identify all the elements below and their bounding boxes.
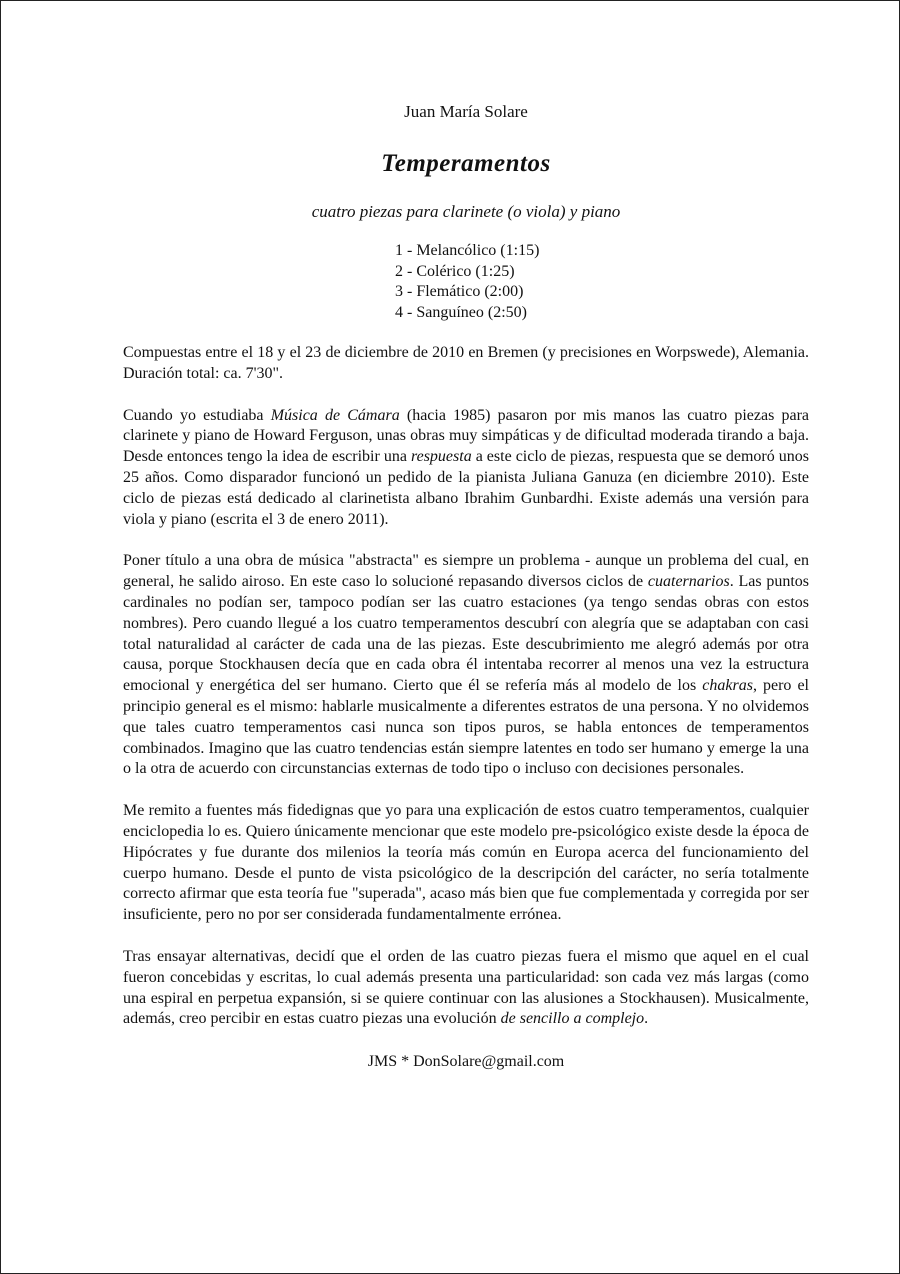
piece-title: Temperamentos bbox=[381, 150, 551, 177]
paragraph-italic-text: chakras bbox=[702, 677, 753, 695]
paragraph-italic-text: respuesta bbox=[410, 448, 472, 466]
paragraph-text: . bbox=[644, 1010, 649, 1028]
paragraph-italic-text: cuaternarios bbox=[647, 573, 730, 591]
paragraph-temperaments-model: Me remito a fuentes más fidedignas que yo para una explicación de estos cuatro temperamentos, cualquier enciclopedia lo es. Quiero únicamente mencionar que este modelo pre-psicológico existe desde la época de Hipócrates y fue durante dos milenios la teoría más común en Europa acerca del funcionamiento del cuerpo humano. Desde el punto de vista psicológico de la descripción del carácter, no sería totalmente correcto afirmar que esta teoría fue "superada", acaso más bien que fue complementada y corregida por ser insuficiente, pero no por ser considerada fundamentalmente errónea. bbox=[123, 802, 809, 924]
piece-subtitle: cuatro piezas para clarinete (o viola) y piano bbox=[311, 202, 621, 221]
paragraph-italic-text: Música de Cámara bbox=[270, 406, 400, 424]
paragraph-text: Tras ensayar alternativas, decidí que el orden de las cuatro piezas fuera el mismo que aquel en el cual fueron concebidas y escritas, lo cual además presenta una particularidad: son cada vez más largas (como una espiral en perpetua expansión, si se quiere continuar con las alusiones a Stockhausen). Musicalmente, además, creo percibir en estas cuatro piezas una evolución bbox=[123, 947, 809, 1028]
paragraph-title-choice bbox=[123, 551, 809, 780]
movement-item: 1 - Melancólico (1:15) bbox=[395, 242, 540, 259]
movement-list bbox=[395, 241, 809, 323]
paragraph-italic-text: de sencillo a complejo bbox=[500, 1010, 645, 1028]
paragraph-text: a este ciclo de piezas, respuesta que se demoró unos 25 años. Como disparador funcionó un pedido de la pianista Juliana Ganuza (en diciembre 2010). Este ciclo de piezas está dedicado al clarinetista albano Ibrahim Gunbardhi. Existe además una versión para viola y piano (escrita el 3 de enero 2011). bbox=[123, 448, 809, 528]
paragraph-piece-order bbox=[123, 947, 809, 1030]
paragraph-text: Cuando yo estudiaba bbox=[123, 406, 271, 424]
paragraph-text: . Las puntos cardinales no podían ser, tampoco podían ser las cuatro estaciones (ya tengo sendas obras con estos nombres). Pero cuando llegué a los cuatro temperamentos descubrí con alegría que se adaptaban con casi total naturalidad al carácter de cada una de las piezas. Este descubrimiento me alegró además por otra causa, porque Stockhausen decía que en cada obra él intentaba recorrer al menos una vez la estructura emocional y energética del ser humano. Cierto que él se refería más al modelo de los bbox=[123, 573, 809, 695]
movement-item: 2 - Colérico (1:25) bbox=[395, 262, 515, 280]
movement-item: 4 - Sanguíneo (2:50) bbox=[395, 303, 527, 321]
author-name: Juan María Solare bbox=[404, 102, 528, 121]
paragraph-origin bbox=[123, 406, 809, 531]
paragraph-text: , pero el principio general es el mismo: hablarle musicalmente a diferentes estratos de una persona. Y no olvidemos que tales cuatro temperamentos casi nunca son tipos puros, se habla entonces de temperamentos combinados. Imagino que las cuatro tendencias están siempre latentes en todo ser humano y emerge la una o la otra de acuerdo con circunstancias externas de todo tipo o incluso con decisiones personales. bbox=[123, 677, 809, 778]
document-content bbox=[123, 101, 809, 1072]
paragraph-composition-date: Compuestas entre el 18 y el 23 de diciembre de 2010 en Bremen (y precisiones en Worpswede), Alemania. Duración total: ca. 7'30". bbox=[123, 344, 809, 382]
paragraph-text: Poner título a una obra de música "abstracta" es siempre un problema - aunque un problema del cual, en general, he salido airoso. En este caso lo solucioné repasando diversos ciclos de bbox=[123, 552, 809, 591]
movement-item: 3 - Flemático (2:00) bbox=[395, 283, 524, 300]
signature-email: JMS * DonSolare@gmail.com bbox=[367, 1053, 565, 1071]
paragraph-text: (hacia 1985) pasaron por mis manos las cuatro piezas para clarinete y piano de Howard Ferguson, unas obras muy simpáticas y de dificultad moderada tirando a baja. Desde entonces tengo la idea de escribir una bbox=[123, 406, 810, 466]
